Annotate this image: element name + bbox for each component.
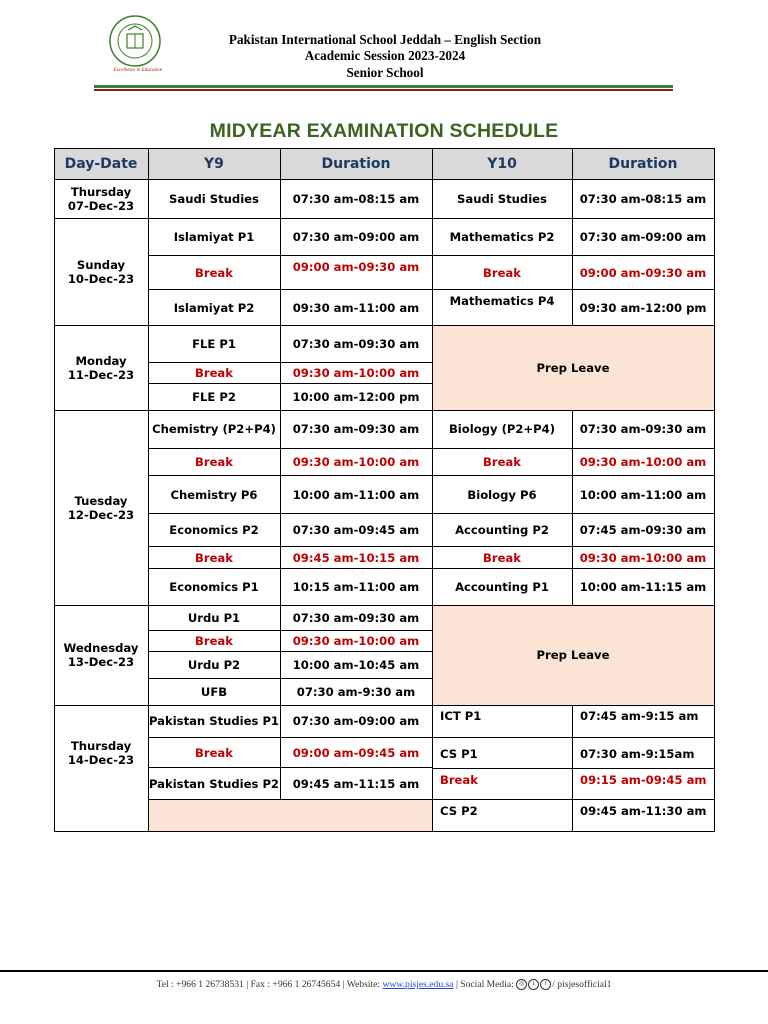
footer-tel-fax: Tel : +966 1 26738531 | Fax : +966 1 26745654 | Website:	[156, 979, 383, 990]
day-date-cell	[54, 219, 148, 325]
y10-subject: CS P2	[440, 804, 478, 818]
y10-break-duration: 09:30 am-10:00 am	[579, 455, 707, 469]
y10-subject: Accounting P1	[455, 580, 549, 594]
day-name: Thursday	[70, 738, 132, 753]
y9-duration: 07:30 am-09:00 am	[292, 714, 420, 728]
y10-duration: 09:30 am-12:00 pm	[579, 300, 707, 315]
y9-subject: Urdu P1	[187, 610, 241, 625]
prep-leave-cell	[432, 325, 714, 410]
day-date-cell	[54, 325, 148, 410]
y10-duration: 07:45 am-09:30 am	[579, 523, 707, 537]
y9-duration: 07:30 am-09:00 am	[292, 230, 420, 244]
y9-subject: FLE P2	[192, 390, 236, 404]
y10-break: Break	[483, 455, 521, 469]
y10-subject: ICT P1	[440, 709, 482, 723]
y9-duration: 10:00 am-11:00 am	[292, 487, 420, 502]
header-rule-green	[94, 85, 673, 88]
y9-break: Break	[195, 366, 233, 380]
y9-duration: 10:00 am-10:45 am	[292, 658, 420, 672]
y10-break: Break	[483, 550, 521, 565]
day-name: Tuesday	[74, 493, 128, 508]
y9-subject: Chemistry (P2+P4)	[152, 422, 276, 436]
y10-break-duration: 09:30 am-10:00 am	[579, 550, 707, 565]
y9-duration: 10:00 am-12:00 pm	[292, 390, 420, 404]
y9-break: Break	[195, 455, 233, 469]
y9-break: Break	[195, 745, 233, 760]
y10-duration: 07:45 am-9:15 am	[580, 709, 699, 723]
social-handle: / pisjesofficial1	[552, 979, 612, 990]
y9-subject: UFB	[200, 685, 228, 699]
y9-duration: 07:30 am-9:30 am	[296, 685, 416, 699]
y10-subject: Accounting P2	[455, 523, 549, 537]
y9-break-duration: 09:00 am-09:30 am	[292, 260, 420, 274]
y9-break-duration: 09:45 am-10:15 am	[292, 550, 420, 565]
y9-break-duration: 09:00 am-09:45 am	[292, 745, 420, 760]
y10-break: Break	[440, 773, 478, 787]
school-name: Pakistan International School Jeddah – English Section	[228, 32, 542, 47]
header-y9-duration: Duration	[280, 148, 432, 179]
y9-subject: Saudi Studies	[169, 192, 259, 206]
exam-date: 14-Dec-23	[67, 752, 135, 767]
day-date-cell	[54, 410, 148, 605]
exam-date: 13-Dec-23	[67, 655, 135, 669]
school-section: Senior School	[346, 65, 424, 80]
y9-subject: Islamiyat P2	[173, 300, 255, 315]
y10-subject: Mathematics P4	[449, 294, 555, 308]
page-title: MIDYEAR EXAMINATION SCHEDULE	[209, 120, 559, 142]
y10-duration: 10:00 am-11:00 am	[579, 487, 707, 502]
y9-break-duration: 09:30 am-10:00 am	[292, 634, 420, 648]
academic-session: Academic Session 2023-2024	[304, 48, 466, 63]
exam-date: 11-Dec-23	[67, 367, 135, 382]
day-date-cell	[54, 180, 148, 218]
y9-subject: Economics P1	[169, 580, 259, 594]
y10-duration: 10:00 am-11:15 am	[579, 580, 707, 594]
header-y10: Y10	[432, 148, 572, 179]
y9-break-duration: 09:30 am-10:00 am	[292, 455, 420, 469]
prep-leave-text: Prep Leave	[536, 360, 610, 375]
y10-subject: Saudi Studies	[457, 192, 547, 206]
exam-date: 12-Dec-23	[67, 507, 135, 522]
y10-break-duration: 09:00 am-09:30 am	[579, 265, 707, 280]
logo-motto: Excellence in Education	[113, 68, 163, 73]
y9-duration: 09:45 am-11:15 am	[292, 776, 420, 791]
y9-subject: Pakistan Studies P1	[148, 714, 280, 728]
day-date-cell	[54, 605, 148, 705]
day-name: Wednesday	[63, 641, 139, 655]
prep-leave-cell	[432, 605, 714, 705]
footer-rule	[0, 970, 768, 972]
y10-duration: 07:30 am-09:00 am	[579, 230, 707, 244]
header-rule-red	[94, 89, 673, 91]
y9-duration: 07:30 am-09:45 am	[292, 523, 420, 537]
y10-duration: 07:30 am-08:15 am	[579, 192, 707, 206]
header-day-date: Day-Date	[54, 148, 148, 179]
footer-social-label: | Social Media:	[453, 979, 517, 990]
instagram-icon[interactable]: ◎	[516, 979, 527, 990]
facebook-icon[interactable]: f	[540, 979, 551, 990]
y10-subject: Biology P6	[467, 487, 537, 502]
exam-date: 10-Dec-23	[67, 272, 135, 286]
day-date-cell	[54, 705, 148, 800]
y9-subject: FLE P1	[192, 336, 236, 351]
footer-contact	[0, 979, 768, 990]
day-name: Thursday	[70, 185, 132, 199]
twitter-icon[interactable]: t	[528, 979, 539, 990]
y9-subject: Urdu P2	[187, 658, 241, 672]
y9-duration: 07:30 am-09:30 am	[292, 610, 420, 625]
day-name: Monday	[75, 353, 127, 368]
y10-subject: Mathematics P2	[449, 230, 555, 244]
school-logo	[106, 14, 164, 72]
day-name: Sunday	[76, 258, 126, 272]
y9-subject: Pakistan Studies P2	[148, 776, 280, 791]
y10-duration: 07:30 am-09:30 am	[579, 422, 707, 436]
y10-break-duration: 09:15 am-09:45 am	[580, 773, 707, 787]
exam-date: 07-Dec-23	[67, 199, 135, 213]
y9-duration: 09:30 am-11:00 am	[292, 300, 420, 315]
y10-break: Break	[483, 265, 521, 280]
header-y9: Y9	[148, 148, 280, 179]
y9-subject: Chemistry P6	[170, 487, 258, 502]
y9-subject: Islamiyat P1	[173, 230, 255, 244]
y9-duration: 07:30 am-09:30 am	[292, 422, 420, 436]
y10-subject: Biology (P2+P4)	[448, 422, 556, 436]
y9-duration: 10:15 am-11:00 am	[292, 580, 420, 594]
y9-break: Break	[195, 550, 233, 565]
y10-duration: 09:45 am-11:30 am	[580, 804, 707, 818]
y9-duration: 07:30 am-08:15 am	[292, 192, 420, 206]
y10-subject: CS P1	[440, 746, 478, 761]
y10-duration: 07:30 am-9:15am	[580, 746, 695, 761]
empty-peach-cell	[148, 800, 432, 831]
prep-leave-text: Prep Leave	[536, 648, 610, 662]
y9-break: Break	[195, 634, 233, 648]
y9-break-duration: 09:30 am-10:00 am	[292, 366, 420, 380]
y9-duration: 07:30 am-09:30 am	[292, 336, 420, 351]
y9-break: Break	[195, 265, 233, 280]
header-y10-duration: Duration	[572, 148, 714, 179]
y9-subject: Economics P2	[169, 523, 259, 537]
website-link[interactable]: www.pisjes.edu.sa	[382, 979, 454, 990]
